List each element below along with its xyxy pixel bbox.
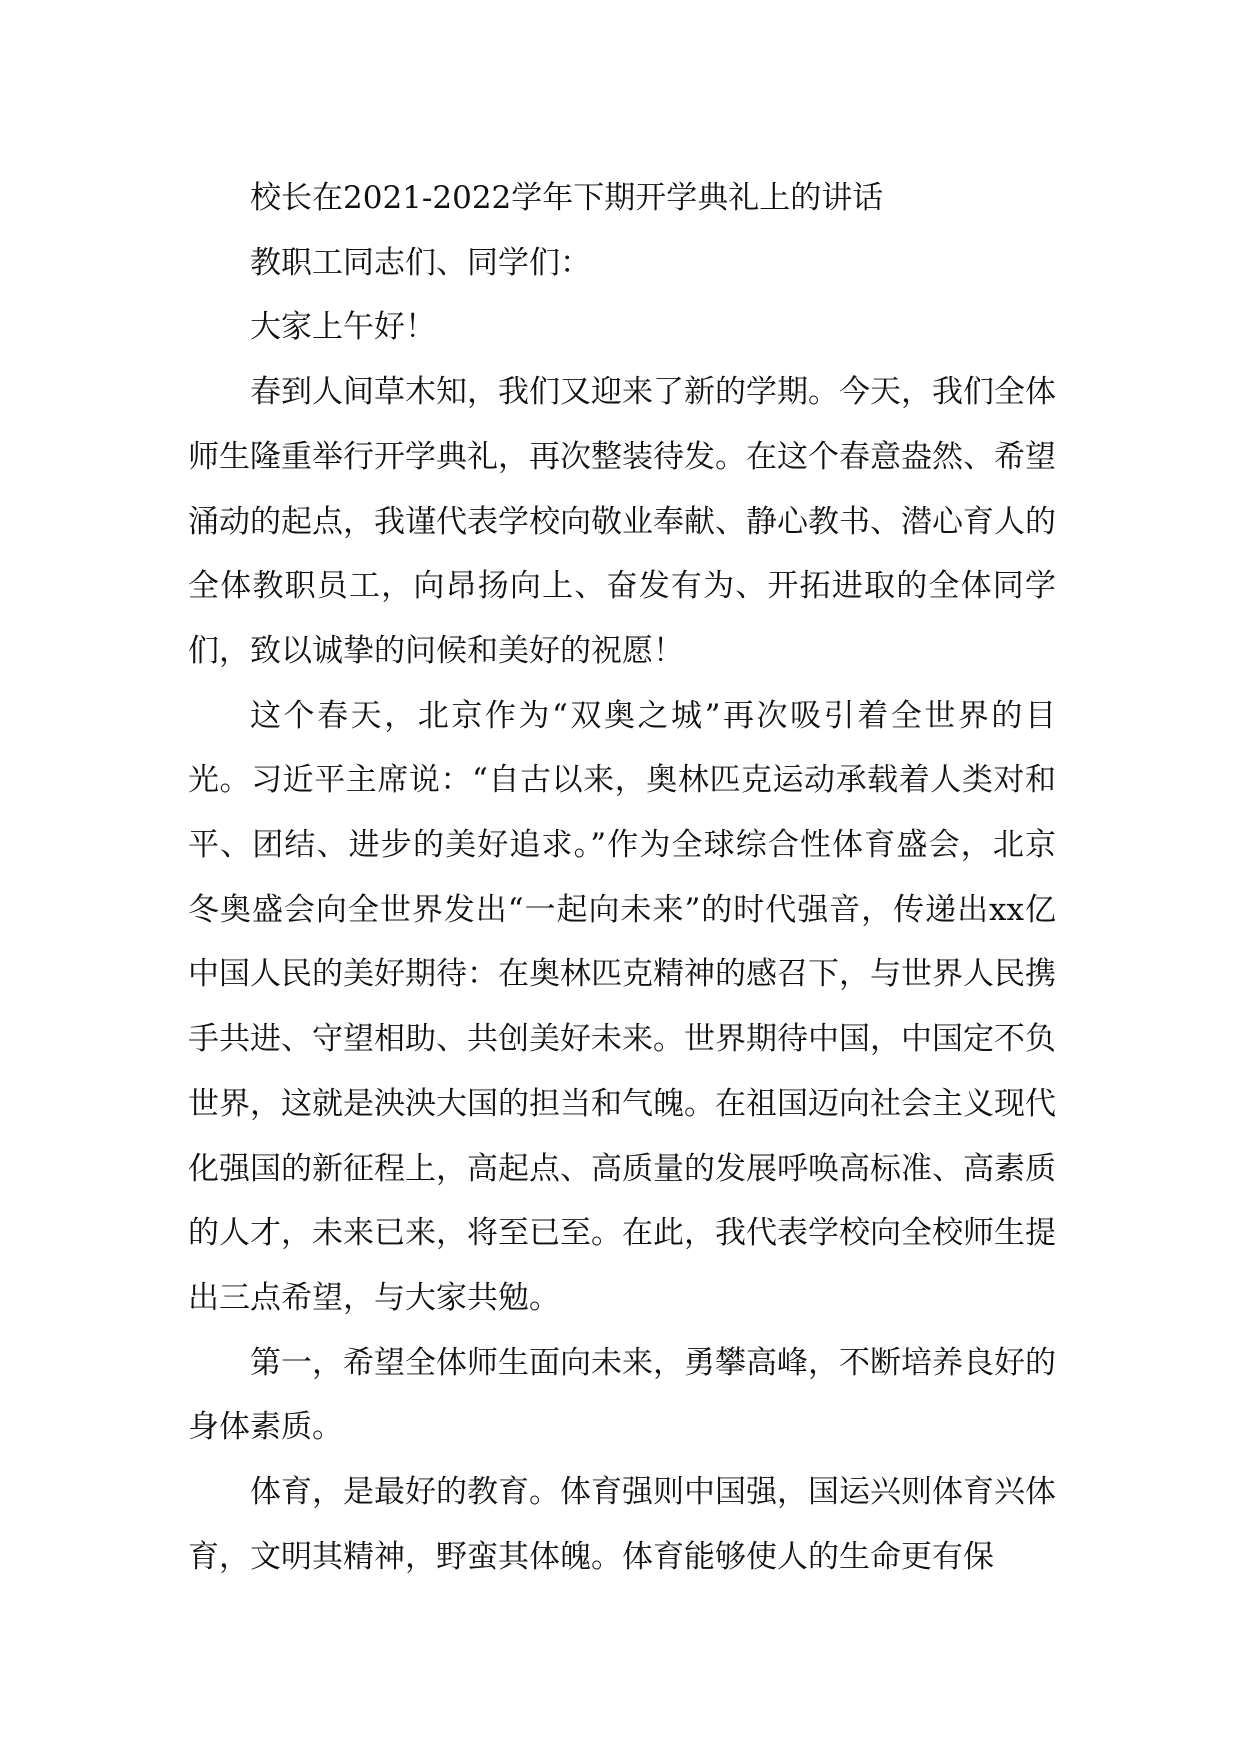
paragraph-opening: 春到人间草木知，我们又迎来了新的学期。今天，我们全体师生隆重举行开学典礼，再次整装待发。在这个春意盎然、希望涌动的起点，我谨代表学校向敬业奉献、静心教书、潜心育人的全体教职员工，向昂扬向上、奋发有为、开拓进取的全体同学们，致以诚挚的问候和美好的祝愿！ xyxy=(188,374,1056,669)
paragraph-olympics: 这个春天，北京作为“双奥之城”再次吸引着全世界的目光。习近平主席说：“自古以来，奥林匹克运动承载着人类对和平、团结、进步的美好追求。”作为全球综合性体育盛会，北京冬奥盛会向全世界发出“一起向未来”的时代强音，传递出xx亿中国人民的美好期待：在奥林匹克精神的感召下，与世界人民携手共进、守望相助、共创美好未来。世界期待中国，中国定不负世界，这就是泱泱大国的担当和气魄。在祖国迈向社会主义现代化强国的新征程上，高起点、高质量的发展呼唤高标准、高素质的人才，未来已来，将至已至。在此，我代表学校向全校师生提出三点希望，与大家共勉。 xyxy=(188,697,1056,1316)
greeting: 大家上午好！ xyxy=(250,309,436,346)
document-title: 校长在2021-2022学年下期开学典礼上的讲话 xyxy=(250,180,884,216)
paragraph-first-hope: 第一，希望全体师生面向未来，勇攀高峰，不断培养良好的身体素质。 xyxy=(188,1344,1056,1446)
salutation: 教职工同志们、同学们： xyxy=(250,244,591,281)
paragraph-sports: 体育，是最好的教育。体育强则中国强，国运兴则体育兴体育，文明其精神，野蛮其体魄。体育能够使人的生命更有保 xyxy=(188,1474,1056,1575)
document-page xyxy=(188,166,1056,1589)
